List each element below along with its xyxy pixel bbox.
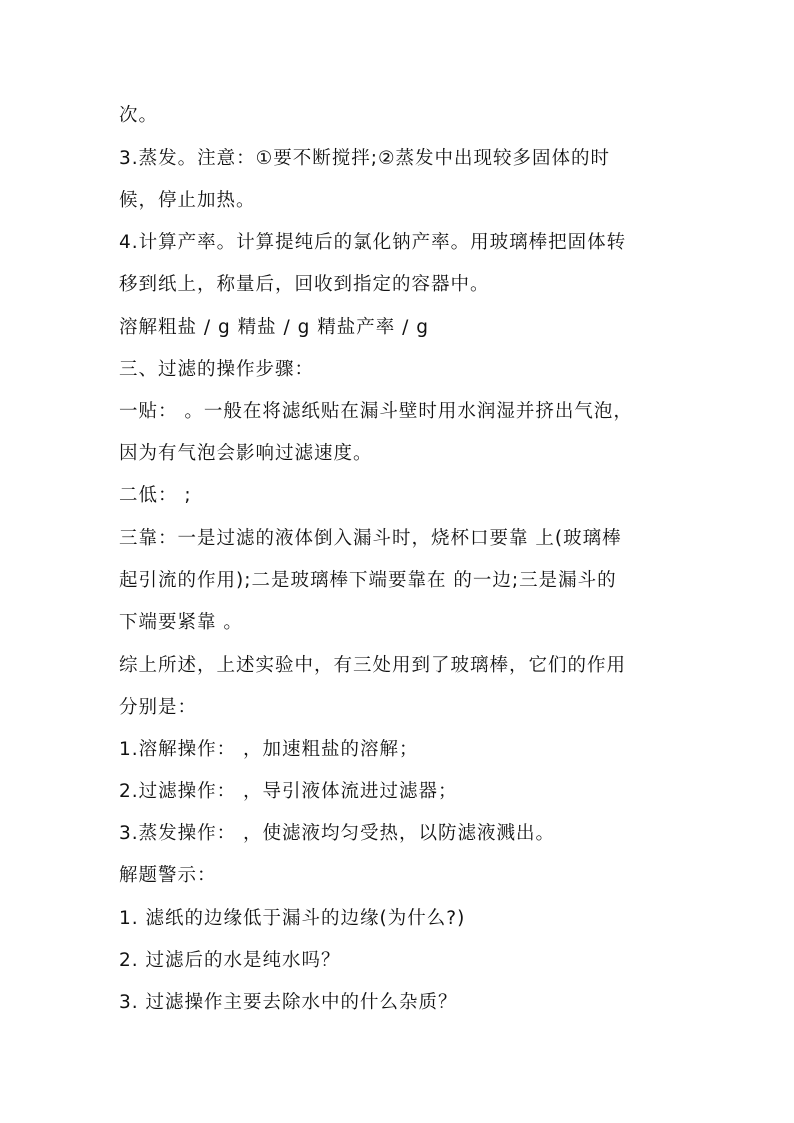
text-line: 1.溶解操作： ，加速粗盐的溶解；: [119, 739, 419, 760]
section-heading: 解题警示：: [119, 865, 217, 886]
text-line: 溶解粗盐 / g 精盐 / g 精盐产率 / g: [119, 317, 429, 338]
text-line: 2.过滤操作： ，导引液体流进过滤器；: [119, 781, 458, 802]
text-line: 4.计算产率。计算提纯后的氯化钠产率。用玻璃棒把固体转: [119, 232, 627, 253]
text-line: 三靠：一是过滤的液体倒入漏斗时，烧杯口要靠 上(玻璃棒: [119, 528, 622, 549]
text-line: 一贴： 。一般在将滤纸贴在漏斗壁时用水润湿并挤出气泡，: [119, 401, 633, 422]
text-line: 移到纸上，称量后，回收到指定的容器中。: [119, 274, 490, 295]
text-line: 1. 滤纸的边缘低于漏斗的边缘(为什么?): [119, 908, 466, 929]
text-line: 下端要紧靠 。: [119, 612, 243, 633]
text-line: 2. 过滤后的水是纯水吗？: [119, 950, 341, 971]
text-line: 起引流的作用);二是玻璃棒下端要靠在 的一边;三是漏斗的: [119, 570, 617, 591]
text-line: 候，停止加热。: [119, 190, 256, 211]
text-line: 次。: [119, 105, 159, 126]
text-line: 因为有气泡会影响过滤速度。: [119, 443, 373, 464]
text-line: 3. 过滤操作主要去除水中的什么杂质？: [119, 992, 458, 1013]
section-heading: 三、过滤的操作步骤：: [119, 359, 315, 380]
text-line: 二低： ;: [119, 485, 192, 506]
text-line: 综上所述，上述实验中，有三处用到了玻璃棒，它们的作用: [119, 655, 627, 676]
text-line: 分别是：: [119, 697, 198, 718]
text-line: 3.蒸发。注意：①要不断搅拌;②蒸发中出现较多固体的时: [119, 148, 611, 169]
text-line: 3.蒸发操作： ，使滤液均匀受热，以防滤液溅出。: [119, 823, 556, 844]
